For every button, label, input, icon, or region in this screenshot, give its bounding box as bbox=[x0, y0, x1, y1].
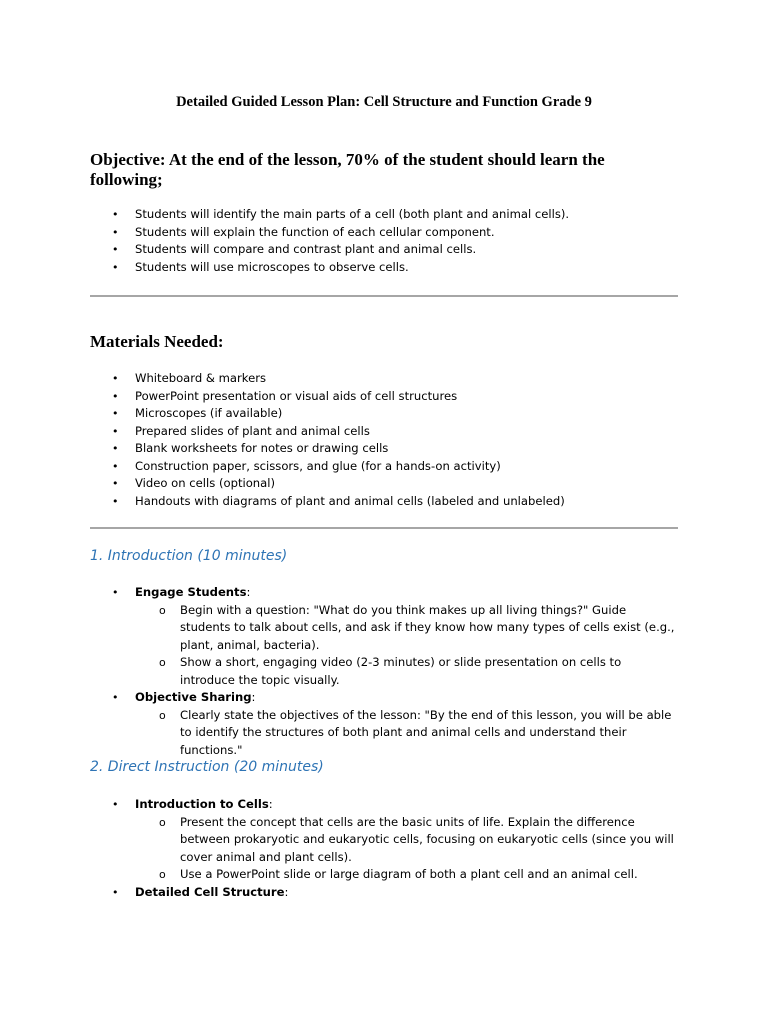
list-item bbox=[0, 475, 695, 493]
materials-list bbox=[0, 370, 695, 510]
bullet-icon: • bbox=[112, 225, 119, 239]
sub-list-item-text: Begin with a question: "What do you think makes up all living things?" Guide students to talk about cells, and ask if they know how many types of cells exist (e.g., plant, animal, bacteria). bbox=[180, 602, 675, 652]
direct-instruction-list bbox=[0, 796, 695, 901]
list-item-text: Students will identify the main parts of a cell (both plant and animal cells). bbox=[135, 207, 570, 221]
sub-list-item bbox=[135, 602, 675, 655]
list-item-text: Blank worksheets for notes or drawing cells bbox=[135, 441, 389, 455]
bullet-icon: • bbox=[112, 372, 119, 385]
list-item-text: Students will compare and contrast plant and animal cells. bbox=[135, 242, 477, 256]
list-item-label: Objective Sharing bbox=[135, 690, 252, 704]
direct-instruction-heading: 2. Direct Instruction (20 minutes) bbox=[90, 759, 324, 775]
objective-heading: Objective: At the end of the lesson, 70% of the student should learn the following; bbox=[90, 150, 605, 189]
list-item-text: Whiteboard & markers bbox=[135, 371, 267, 385]
sub-list-item bbox=[135, 866, 675, 884]
list-item-text: Construction paper, scissors, and glue (for a hands-on activity) bbox=[135, 458, 501, 473]
list-item-text: Students will use microscopes to observe cells. bbox=[135, 259, 409, 274]
list-item bbox=[0, 423, 695, 441]
sub-bullet-icon: o bbox=[159, 603, 166, 617]
list-item bbox=[0, 458, 695, 476]
sub-list bbox=[135, 814, 695, 884]
list-item bbox=[0, 796, 695, 884]
list-item-text: Video on cells (optional) bbox=[135, 476, 276, 490]
bullet-icon: • bbox=[112, 260, 119, 274]
bullet-icon: • bbox=[112, 389, 119, 403]
bullet-icon: • bbox=[112, 243, 119, 256]
bullet-icon: • bbox=[112, 424, 119, 438]
list-item-text: Prepared slides of plant and animal cells bbox=[135, 423, 370, 438]
materials-heading: Materials Needed: bbox=[90, 332, 224, 351]
document-title: Detailed Guided Lesson Plan: Cell Structure and Function Grade 9 bbox=[176, 94, 592, 110]
sub-list-item bbox=[135, 814, 675, 867]
introduction-heading: 1. Introduction (10 minutes) bbox=[90, 548, 288, 564]
list-item bbox=[0, 689, 695, 759]
sub-bullet-icon: o bbox=[159, 708, 166, 722]
list-item bbox=[0, 259, 695, 277]
bullet-icon: • bbox=[112, 208, 119, 221]
list-item-label: Introduction to Cells bbox=[135, 797, 269, 811]
bullet-icon: • bbox=[112, 477, 119, 490]
sub-list-item-text: Present the concept that cells are the basic units of life. Explain the difference between prokaryotic and eukaryotic cells, focusing on eukaryotic cells (since you will cover animal and plant cells). bbox=[180, 814, 674, 864]
list-item bbox=[0, 584, 695, 689]
bullet-icon: • bbox=[112, 798, 119, 811]
list-item-text: Handouts with diagrams of plant and animal cells (labeled and unlabeled) bbox=[135, 493, 565, 508]
sub-list-item bbox=[135, 707, 675, 760]
bullet-icon: • bbox=[112, 885, 119, 899]
list-item bbox=[0, 206, 695, 224]
list-item-label: Detailed Cell Structure bbox=[135, 884, 285, 899]
sub-list bbox=[135, 707, 695, 760]
bullet-icon: • bbox=[112, 407, 119, 420]
list-item bbox=[0, 388, 695, 406]
list-item bbox=[0, 241, 695, 259]
sub-list-item bbox=[135, 654, 675, 689]
label-colon: : bbox=[251, 690, 256, 704]
horizontal-rule bbox=[90, 527, 678, 529]
bullet-icon: • bbox=[112, 691, 119, 704]
sub-bullet-icon: o bbox=[159, 868, 166, 881]
sub-list-item-text: Show a short, engaging video (2-3 minutes) or slide presentation on cells to introduce the topic visually. bbox=[180, 655, 622, 687]
list-item bbox=[0, 405, 695, 423]
bullet-icon: • bbox=[112, 494, 119, 508]
list-item bbox=[0, 884, 695, 902]
sub-bullet-icon: o bbox=[159, 815, 166, 829]
list-item bbox=[0, 493, 695, 511]
label-colon: : bbox=[284, 884, 289, 899]
sub-list-item-text: Use a PowerPoint slide or large diagram of both a plant cell and an animal cell. bbox=[180, 867, 638, 881]
sub-list bbox=[135, 602, 695, 690]
horizontal-rule bbox=[90, 295, 678, 297]
introduction-list bbox=[0, 584, 695, 759]
list-item bbox=[0, 370, 695, 388]
list-item-text: Students will explain the function of each cellular component. bbox=[135, 224, 495, 239]
list-item-text: PowerPoint presentation or visual aids of cell structures bbox=[135, 388, 458, 403]
label-colon: : bbox=[246, 585, 251, 599]
bullet-icon: • bbox=[112, 459, 119, 473]
sub-bullet-icon: o bbox=[159, 656, 166, 669]
sub-list-item-text: Clearly state the objectives of the lesson: "By the end of this lesson, you will be able to identify the structures of both plant and animal cells and understand their functions." bbox=[180, 707, 672, 757]
list-item-label: Engage Students bbox=[135, 585, 247, 599]
list-item bbox=[0, 224, 695, 242]
bullet-icon: • bbox=[112, 442, 119, 455]
list-item bbox=[0, 440, 695, 458]
label-colon: : bbox=[268, 797, 273, 811]
list-item-text: Microscopes (if available) bbox=[135, 406, 283, 420]
objective-list bbox=[0, 206, 695, 276]
bullet-icon: • bbox=[112, 586, 119, 599]
